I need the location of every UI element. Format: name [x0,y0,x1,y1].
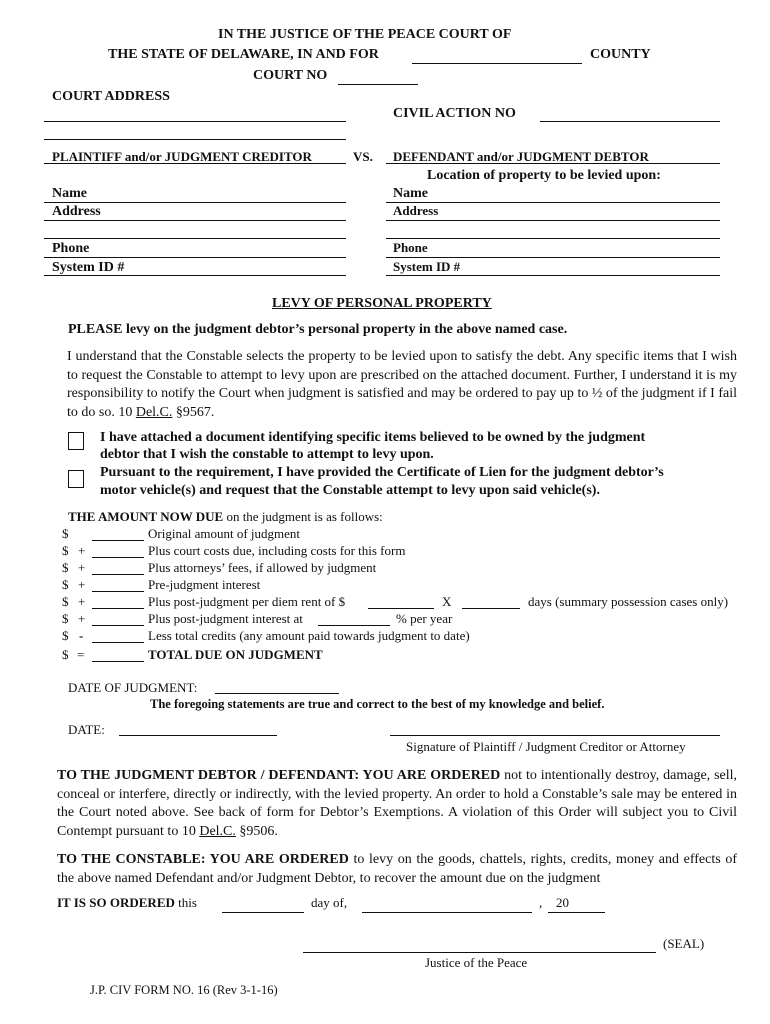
credits-field[interactable] [92,642,144,643]
day-of-label: day of, [311,895,348,910]
operator: = [77,647,85,662]
plaintiff-phone-label: Phone [52,241,90,256]
defendant-address-label: Address [393,203,439,218]
del-c-citation: Del.C. [199,823,236,839]
operator: - [79,628,84,643]
attached-document-checkbox[interactable] [68,432,84,450]
debtor-order-paragraph: TO THE JUDGMENT DEBTOR / DEFENDANT: YOU ARE ORDERED not to intentionally destroy, damage, sell, conceal or interfere, directly or indirectly, with the levied property. An order to hold a Constable’s sale may be entered in the Court noted above. See back of form for Debtor’s Exemptions. A violation of this Order will subject you to Civil Contempt pursuant to 10 Del.C. §9506. [57,768,738,839]
levy-request: PLEASE levy on the judgment debtor’s personal property in the above named case. [68,322,568,337]
certificate-of-lien-checkbox[interactable] [68,470,84,488]
court-heading-line2: THE STATE OF DELAWARE, IN AND FOR [108,47,379,62]
location-label: Location of property to be levied upon: [427,168,661,183]
date-label: DATE: [68,722,105,737]
operator: + [78,594,86,609]
days-field[interactable] [462,608,520,609]
plaintiff-address-label: Address [52,204,101,219]
so-ordered-label: IT IS SO ORDERED this [57,895,197,910]
amount-row-label: Pre-judgment interest [148,577,261,592]
amount-row-label: Less total credits (any amount paid towards judgment to date) [148,628,470,643]
order-day-field[interactable] [222,912,304,913]
civil-action-label: CIVIL ACTION NO [393,106,516,121]
multiply-sign: X [442,594,452,609]
constable-order-paragraph: TO THE CONSTABLE: YOU ARE ORDERED to levy on the goods, chattels, rights, credits, money and effects of the above named Defendant and/or Judgment Debtor, to recover the amount due on the judgment [57,852,737,886]
plaintiff-address-field-1[interactable] [44,220,346,221]
year-prefix: 20 [556,895,569,910]
foregoing-statement: The foregoing statements are true and correct to the best of my knowledge and belief. [150,697,605,711]
operator: + [78,577,86,592]
court-address-field-2[interactable] [44,139,346,140]
court-no-field[interactable] [338,84,418,85]
total-due-field[interactable] [92,661,144,662]
defendant-label: DEFENDANT and/or JUDGMENT DEBTOR [393,149,649,164]
checkbox2-line1: Pursuant to the requirement, I have provided the Certificate of Lien for the judgment debtor’s [100,465,664,480]
order-month-field[interactable] [362,912,532,913]
court-address-label: COURT ADDRESS [52,89,170,104]
original-amount-field[interactable] [92,540,144,541]
amount-row-label: Original amount of judgment [148,526,301,541]
defendant-phone-field[interactable] [386,257,720,258]
form-title: LEVY OF PERSONAL PROPERTY [272,296,492,311]
county-label: COUNTY [590,47,651,62]
checkbox2-line2: motor vehicle(s) and request that the Constable attempt to levy upon said vehicle(s). [100,483,600,498]
dollar-sign: $ [62,560,69,575]
dollar-sign: $ [62,577,69,592]
defendant-system-id-field[interactable] [386,275,720,276]
amount-row-label: Plus attorneys’ fees, if allowed by judgment [148,560,377,575]
plaintiff-name-field[interactable] [44,202,346,203]
checkbox1-line2: debtor that I wish the constable to attempt to levy upon. [100,447,434,462]
comma: , [539,895,543,910]
post-judgment-rent-field[interactable] [92,608,144,609]
date-field[interactable] [119,735,277,736]
court-heading-line1: IN THE JUSTICE OF THE PEACE COURT OF [218,27,512,42]
court-no-label: COURT NO [253,68,328,83]
dollar-sign: $ [62,543,69,558]
interest-rate-field[interactable] [318,625,390,626]
plaintiff-system-id-field[interactable] [44,275,346,276]
defendant-address-field-2[interactable] [386,238,720,239]
plaintiff-name-label: Name [52,186,87,201]
total-due-label: TOTAL DUE ON JUDGMENT [148,647,323,662]
vs-label: VS. [353,149,373,164]
plaintiff-label: PLAINTIFF and/or JUDGMENT CREDITOR [52,149,312,164]
days-label: days (summary possession cases only) [528,594,729,609]
plaintiff-phone-field[interactable] [44,257,346,258]
del-c-citation: Del.C. [135,404,173,420]
dollar-sign: $ [62,647,69,662]
operator: + [78,611,86,626]
amount-row-label: Plus post-judgment interest at [148,611,303,626]
operator: + [78,543,86,558]
signature-field[interactable] [390,735,720,736]
amount-intro: THE AMOUNT NOW DUE on the judgment is as follows: [68,509,383,524]
amount-row-label: Plus court costs due, including costs for this form [148,543,406,558]
dollar-sign: $ [62,611,69,626]
plaintiff-system-id-label: System ID # [52,260,125,275]
per-diem-rent-field[interactable] [368,608,434,609]
seal-label: (SEAL) [663,936,705,951]
percent-per-year-label: % per year [396,611,453,626]
county-field[interactable] [412,63,582,64]
date-of-judgment-field[interactable] [215,693,339,694]
signature-label: Signature of Plaintiff / Judgment Creditor or Attorney [406,739,686,754]
post-judgment-interest-field[interactable] [92,625,144,626]
defendant-system-id-label: System ID # [393,259,461,274]
court-address-field-1[interactable] [44,121,346,122]
civil-action-field[interactable] [540,121,720,122]
plaintiff-address-field-2[interactable] [44,238,346,239]
prejudgment-interest-field[interactable] [92,591,144,592]
court-costs-field[interactable] [92,557,144,558]
defendant-address-field-1[interactable] [386,220,720,221]
operator: + [78,560,86,575]
checkbox1-line1: I have attached a document identifying specific items believed to be owned by the judgment [100,430,646,445]
dollar-sign: $ [62,628,69,643]
defendant-name-label: Name [393,186,428,201]
order-year-field[interactable] [548,912,605,913]
justice-signature-field[interactable] [303,952,656,953]
dollar-sign: $ [62,594,69,609]
date-of-judgment-label: DATE OF JUDGMENT: [68,680,198,695]
defendant-phone-label: Phone [393,240,428,255]
dollar-sign: $ [62,526,69,541]
justice-label: Justice of the Peace [425,955,528,970]
amount-row [62,594,752,610]
amount-row-label: Plus post-judgment per diem rent of $ [148,594,346,609]
form-number: J.P. CIV FORM NO. 16 (Rev 3-1-16) [90,983,278,997]
understand-paragraph: I understand that the Constable selects the property to be levied upon to satisfy the debt. Any specific items that I wish to request the Constable to attempt to levy upon are prescribed on the attached document. Further, I understand it is my responsibility to notify the Court when judgment is satisfied and may be ordered to pay up to ½ of the judgment if I fail to do so. 10 Del.C. §9567. [67,349,737,420]
attorney-fees-field[interactable] [92,574,144,575]
